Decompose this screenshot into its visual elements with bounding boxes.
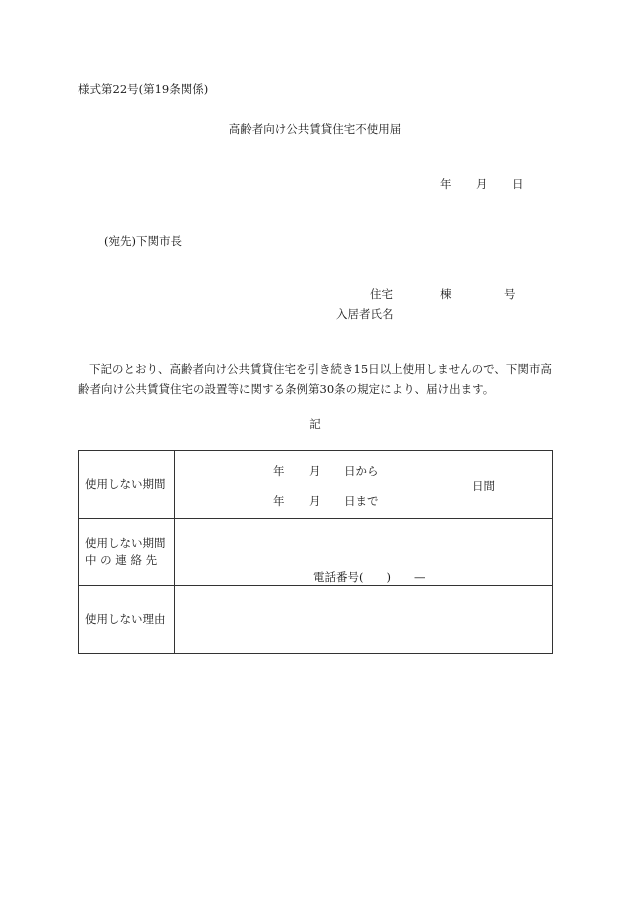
body-paragraph: 下記のとおり、高齢者向け公共賃貸住宅を引き続き15日以上使用しませんので、下関市高齢者向け公共賃貸住宅の設置等に関する条例第30条の規定により、届け出ます。 <box>78 362 552 396</box>
contact-label-line1: 使用しない期間 <box>85 536 166 550</box>
table-row-contact <box>79 519 553 586</box>
period-to-month: 月 <box>309 493 321 508</box>
form-table <box>78 450 553 654</box>
period-to-day: 日まで <box>344 493 379 508</box>
period-from-year: 年 <box>273 463 285 478</box>
period-days: 日間 <box>472 478 495 493</box>
addressee: (宛先)下関市長 <box>104 234 182 248</box>
period-cell[interactable] <box>175 451 553 519</box>
date-line <box>440 176 524 192</box>
date-year: 年 <box>440 177 452 191</box>
date-month: 月 <box>476 177 488 191</box>
housing-number-label: 号 <box>504 287 516 301</box>
form-number: 様式第22号(第19条関係) <box>78 82 209 96</box>
period-label: 使用しない期間 <box>79 451 175 519</box>
reason-label: 使用しない理由 <box>79 586 175 654</box>
contact-cell[interactable] <box>175 519 553 586</box>
ki-heading: 記 <box>309 417 321 431</box>
reason-cell[interactable] <box>175 586 553 654</box>
housing-line <box>370 286 516 302</box>
document-title: 高齢者向け公共賃貸住宅不使用届 <box>228 122 402 136</box>
period-to-year: 年 <box>273 493 285 508</box>
table-row-reason <box>79 586 553 654</box>
date-day: 日 <box>512 177 524 191</box>
housing-building-label: 棟 <box>440 287 452 301</box>
period-from-day: 日から <box>344 463 379 478</box>
contact-label-line2: 中 の 連 絡 先 <box>85 553 158 567</box>
resident-name-label: 入居者氏名 <box>336 307 394 321</box>
table-row-period <box>79 451 553 519</box>
contact-label <box>79 519 175 586</box>
phone-number-label: 電話番号( ) — <box>313 569 426 584</box>
period-from-month: 月 <box>309 463 321 478</box>
housing-house-label: 住宅 <box>370 287 393 301</box>
